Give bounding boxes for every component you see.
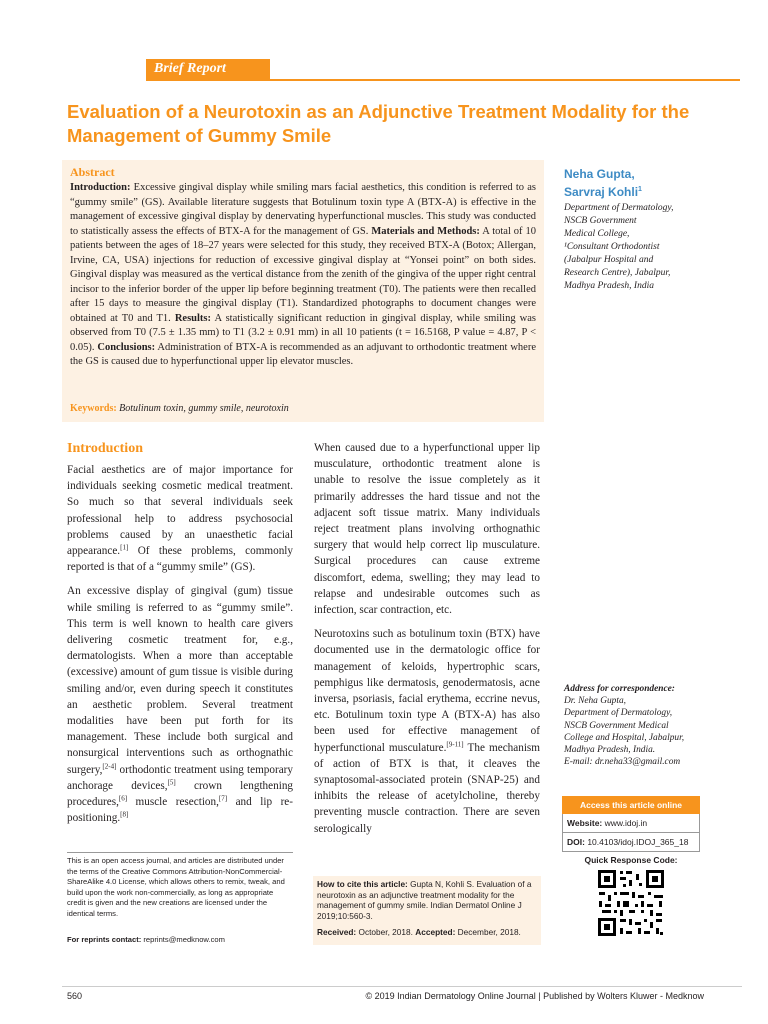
column-1 <box>67 462 293 834</box>
affiliation <box>564 202 744 293</box>
header-rule <box>146 79 740 81</box>
section-tab: Brief Report <box>146 59 270 79</box>
correspondence-label: Address for correspondence: <box>564 684 675 694</box>
reprints-label: For reprints contact: <box>67 935 142 944</box>
abstract-intro-label: Introduction: <box>70 182 131 193</box>
paragraph: Neurotoxins such as botulinum toxin (BTX) have documented use in the dermatologic office for management of keloids, hypertrophic scars, pemphigus like dermatosis, genodermatosis, acne inversa, psoriasis, facial erythema, eccrine nevus, etc. Botulinum toxin type A (BTX-A) has also been used for effective management of hyperfunctional musculature.[9-11] The mechanism of action of BTX is that, it cleaves the synaptosomal-associated protein (SNAP-25) and inhibits the release of acetylcholine, thereby preventing muscle contraction. There are seven serologically <box>314 628 540 835</box>
correspondence-email[interactable]: E-mail: dr.neha33@gmail.com <box>564 757 681 768</box>
citation-ref: [1] <box>120 543 129 552</box>
keywords-label: Keywords: <box>70 403 117 414</box>
website-row[interactable]: Website: www.idoj.in <box>562 814 700 833</box>
abstract-heading: Abstract <box>70 165 115 179</box>
column-2 <box>314 440 540 845</box>
introduction-heading: Introduction <box>67 441 143 456</box>
qr-label: Quick Response Code: <box>584 855 678 865</box>
keywords-value: Botulinum toxin, gummy smile, neurotoxin <box>119 403 289 414</box>
abstract-methods-label: Materials and Methods: <box>371 225 480 237</box>
correspondence-line: Madhya Pradesh, India. <box>564 745 656 756</box>
citation-ref: [8] <box>120 810 129 819</box>
citation-text: How to cite this article: Gupta N, Kohli S. Evaluation of a neurotoxin as an adjunctive treatment modality for the management of gummy smile. Indian Dermatol Online J 2019;10:560-3. <box>317 879 532 921</box>
abstract-methods-text: A total of 10 patients between the ages of 18–27 years were selected for this study, they received BTX-A (Botox; Allergan, Irvine, CA, USA) injections for reduction of excessive gingival display at “Yonsei point” on both sides. Gingival display was measured as the vertical distance from the zenith of the gingiva of the upper right central incisor to the inferior border of the upper lip before beginning treatment (T0). The patients were then recalled after 15 days to measure the gingival display (T1). Standardized photographs to document changes were obtained at T0 and T1. <box>70 225 536 324</box>
affiliation-line: Research Centre), Jabalpur, <box>564 268 671 278</box>
author-2: Sarvraj Kohli$^1$ <box>564 185 642 199</box>
access-box <box>562 796 700 938</box>
footer-rule <box>62 986 742 987</box>
affiliation-line: NSCB Government <box>564 216 637 226</box>
citation-box <box>313 876 541 945</box>
doi-row[interactable]: DOI: 10.4103/idoj.IDOJ_365_18 <box>562 833 700 852</box>
abstract-conclusions-label: Conclusions: <box>97 341 156 353</box>
footer-credit: © 2019 Indian Dermatology Online Journal | Published by Wolters Kluwer - Medknow <box>365 991 704 1001</box>
keywords <box>70 403 536 414</box>
citation-ref: [5] <box>167 778 176 787</box>
author-1: Neha Gupta, <box>564 167 635 181</box>
license-rule <box>67 852 293 853</box>
license-text: This is an open access journal, and articles are distributed under the terms of the Creative Commons Attribution-NonCommercial-ShareAlike 4.0 License, which allows others to remix, tweak, and build upon the work non-commercially, as long as appropriate credit is given and the new creations are licensed under the identical terms. <box>67 856 285 918</box>
correspondence <box>564 683 744 768</box>
correspondence-line: Department of Dermatology, <box>564 708 673 719</box>
affiliation-line: Madhya Pradesh, India <box>564 281 654 291</box>
reprints-contact <box>67 935 225 944</box>
abstract-results-label: Results: <box>174 312 212 324</box>
abstract-conclusions-text: Administration of BTX-A is recommended as an adjuvant to orthodontic treatment where the GS is caused due to hyperfunctional upper lip elevator muscles. <box>70 341 536 367</box>
citation-ref: [7] <box>218 794 228 803</box>
paragraph: When caused due to a hyperfunctional upper lip musculature, orthodontic treatment alone is unable to resolve the issue completely as it primarily addresses the hard tissue and not the adjacent soft tissue matrix. Many individuals reject treatment plans involving orthognathic surgery that would help correct lip musculature. Surgical procedures can cause extreme discomfort, edema, swelling; they may lead to relapse and undesirable outcomes such as infection, scar contraction, etc. <box>314 442 540 617</box>
article-title: Evaluation of a Neurotoxin as an Adjunctive Treatment Modality for the Management of Gummy Smile <box>67 101 690 146</box>
authors <box>564 167 744 200</box>
page-number: 560 <box>67 991 83 1001</box>
correspondence-line: College and Hospital, Jabalpur, <box>564 732 685 743</box>
paragraph: An excessive display of gingival (gum) tissue while smiling is referred to as “gummy smile”. This term is well known to health care givers delivering cosmetic treatment for, e.g., dermatologists. When a more than acceptable (excessive) amount of gum tissue is visible during smiling and/or, even during speech it constitutes an aesthetic problem. Several treatment modalities have been put forth for its management. These include both surgical and nonsurgical interventions such as orthognathic surgery,[2-4] orthodontic treatment using temporary anchorage devices,[5] crown lengthening procedures,[6] muscle resection,[7] and lip re-positioning.[8] <box>67 585 294 825</box>
affiliation-line: ¹Consultant Orthodontist <box>564 242 660 252</box>
received-accepted: Received: October, 2018. Accepted: December, 2018. <box>317 927 521 938</box>
abstract-results-text: A statistically significant reduction in gingival display, while smiling was observed from T0 (7.5 ± 1.35 mm) to T1 (3.2 ± 0.91 mm) in all 10 patients (t = 16.5168, P value = 4.87, P < 0.05). <box>70 312 536 353</box>
correspondence-line: Dr. Neha Gupta, <box>564 696 626 707</box>
citation-ref: [9-11] <box>446 739 464 748</box>
affiliation-line: Medical College, <box>564 229 630 239</box>
affiliation-line: Department of Dermatology, <box>564 203 674 213</box>
affiliation-line: (Jabalpur Hospital and <box>564 255 654 265</box>
access-heading: Access this article online <box>562 796 700 814</box>
citation-ref: [6] <box>118 794 128 803</box>
paragraph: Facial aesthetics are of major importance for individuals seeking cosmetic medical treatment. So much so that several individuals seek professional help to address psychosocial problems caused by an unaesthetic facial appearance.[1] Of these problems, commonly reported is that of a “gummy smile” (GS). <box>67 464 293 574</box>
correspondence-line: NSCB Government Medical <box>564 720 669 731</box>
qr-code-icon[interactable] <box>596 868 666 938</box>
author-2-sup: 1 <box>638 186 642 193</box>
citation-ref: [2-4] <box>102 761 117 770</box>
abstract-body <box>70 181 536 370</box>
reprints-email[interactable]: reprints@medknow.com <box>141 935 225 944</box>
abstract-intro-text: Excessive gingival display while smiling mars facial aesthetics, this condition is referred to as “gummy smile” (GS). Available literature suggests that Botulinum toxin type A (BTX-A) is effective in the management of excessive gingival display by denervating hyperfunctional muscles. This study was conducted to statistically assess the effects of BTX-A for the management of GS. <box>70 182 536 237</box>
